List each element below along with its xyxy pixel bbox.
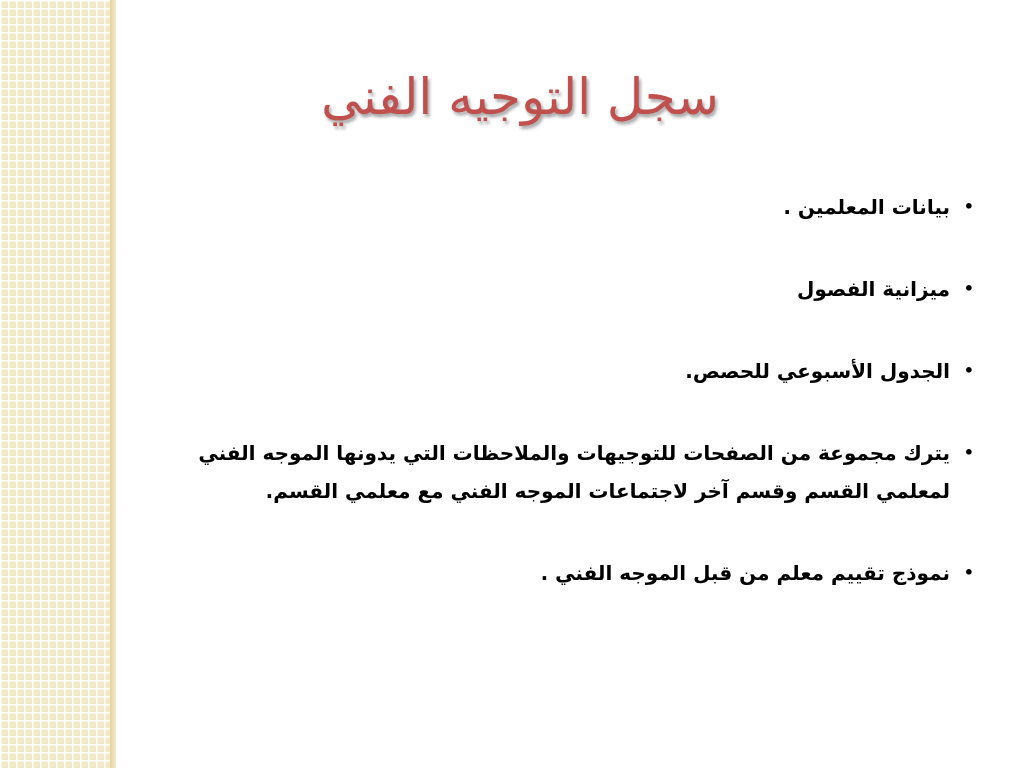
list-item	[180, 434, 980, 510]
bullet-icon: •	[963, 443, 974, 462]
list-item	[180, 554, 980, 592]
list-item-text: الجدول الأسبوعي للحصص.	[685, 359, 950, 383]
list-item	[180, 352, 980, 390]
list-item-text: بيانات المعلمين .	[783, 195, 950, 219]
slide-title: سجل التوجيه الفني	[321, 68, 719, 126]
bullet-list	[180, 188, 980, 636]
list-item-text: ميزانية الفصول	[797, 277, 950, 301]
list-item	[180, 270, 980, 308]
list-item	[180, 188, 980, 226]
bullet-icon: •	[963, 563, 974, 582]
list-item-text: يترك مجموعة من الصفحات للتوجيهات والملاحظات التي يدونها الموجه الفني لمعلمي القسم وقسم آخر لاجتماعات الموجه الفني مع معلمي القسم.	[198, 441, 950, 503]
bullet-icon: •	[963, 279, 974, 298]
bullet-icon: •	[963, 197, 974, 216]
band-edge-divider	[110, 0, 116, 768]
list-item-text: نموذج تقييم معلم من قبل الموجه الفني .	[540, 561, 950, 585]
bullet-icon: •	[963, 361, 974, 380]
decorative-grid-band	[0, 0, 110, 768]
